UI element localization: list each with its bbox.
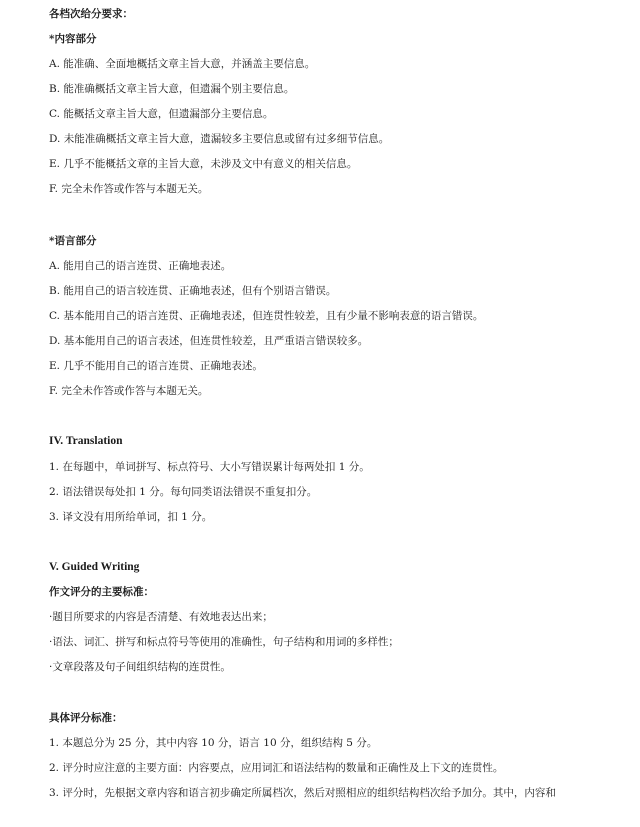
language-section-title: *语言部分 xyxy=(49,235,97,247)
writing-criterion: ·题目所要求的内容是否清楚、有效地表达出来； xyxy=(49,611,273,623)
detail-item: 2. 评分时应注意的主要方面：内容要点，应用词汇和语法结构的数量和正确性及上下文的连贯性。 xyxy=(49,762,504,774)
content-item: E. 几乎不能概括文章的主旨大意，未涉及文中有意义的相关信息。 xyxy=(49,158,358,170)
language-item: B. 能用自己的语言较连贯、正确地表述，但有个别语言错误。 xyxy=(49,285,337,297)
writing-criterion: ·文章段落及句子间组织结构的连贯性。 xyxy=(49,661,231,673)
translation-item: 1. 在每题中，单词拼写、标点符号、大小写错误累计每两处扣 1 分。 xyxy=(49,461,370,473)
translation-item: 2. 语法错误每处扣 1 分。每句同类语法错误不重复扣分。 xyxy=(49,486,318,498)
content-item: F. 完全未作答或作答与本题无关。 xyxy=(49,183,209,195)
content-item: A. 能准确、全面地概括文章主旨大意，并涵盖主要信息。 xyxy=(49,58,316,70)
translation-item: 3. 译文没有用所给单词，扣 1 分。 xyxy=(49,511,213,523)
language-item: F. 完全未作答或作答与本题无关。 xyxy=(49,385,209,397)
content-section-title: *内容部分 xyxy=(49,33,97,45)
grading-header: 各档次给分要求： xyxy=(49,8,133,20)
detail-criteria-heading: 具体评分标准： xyxy=(49,712,123,724)
language-item: A. 能用自己的语言连贯、正确地表述。 xyxy=(49,260,232,272)
writing-criterion: ·语法、词汇、拼写和标点符号等使用的准确性，句子结构和用词的多样性； xyxy=(49,636,399,648)
content-item: D. 未能准确概括文章主旨大意，遗漏较多主要信息或留有过多细节信息。 xyxy=(49,133,390,145)
language-item: C. 基本能用自己的语言连贯、正确地表述，但连贯性较差，且有少量不影响表意的语言错误。 xyxy=(49,310,484,322)
content-item: B. 能准确概括文章主旨大意，但遗漏个别主要信息。 xyxy=(49,83,295,95)
writing-criteria-heading: 作文评分的主要标准： xyxy=(49,586,154,598)
translation-section-title: IV. Translation xyxy=(49,435,123,447)
language-item: D. 基本能用自己的语言表述，但连贯性较差，且严重语言错误较多。 xyxy=(49,335,369,347)
writing-section-title: V. Guided Writing xyxy=(49,561,140,573)
language-item: E. 几乎不能用自己的语言连贯、正确地表述。 xyxy=(49,360,263,372)
content-item: C. 能概括文章主旨大意，但遗漏部分主要信息。 xyxy=(49,108,274,120)
detail-item: 1. 本题总分为 25 分，其中内容 10 分，语言 10 分，组织结构 5 分。 xyxy=(49,737,378,749)
detail-item: 3. 评分时，先根据文章内容和语言初步确定所属档次，然后对照相应的组织结构档次给予加分。其中，内容和 xyxy=(49,787,556,799)
